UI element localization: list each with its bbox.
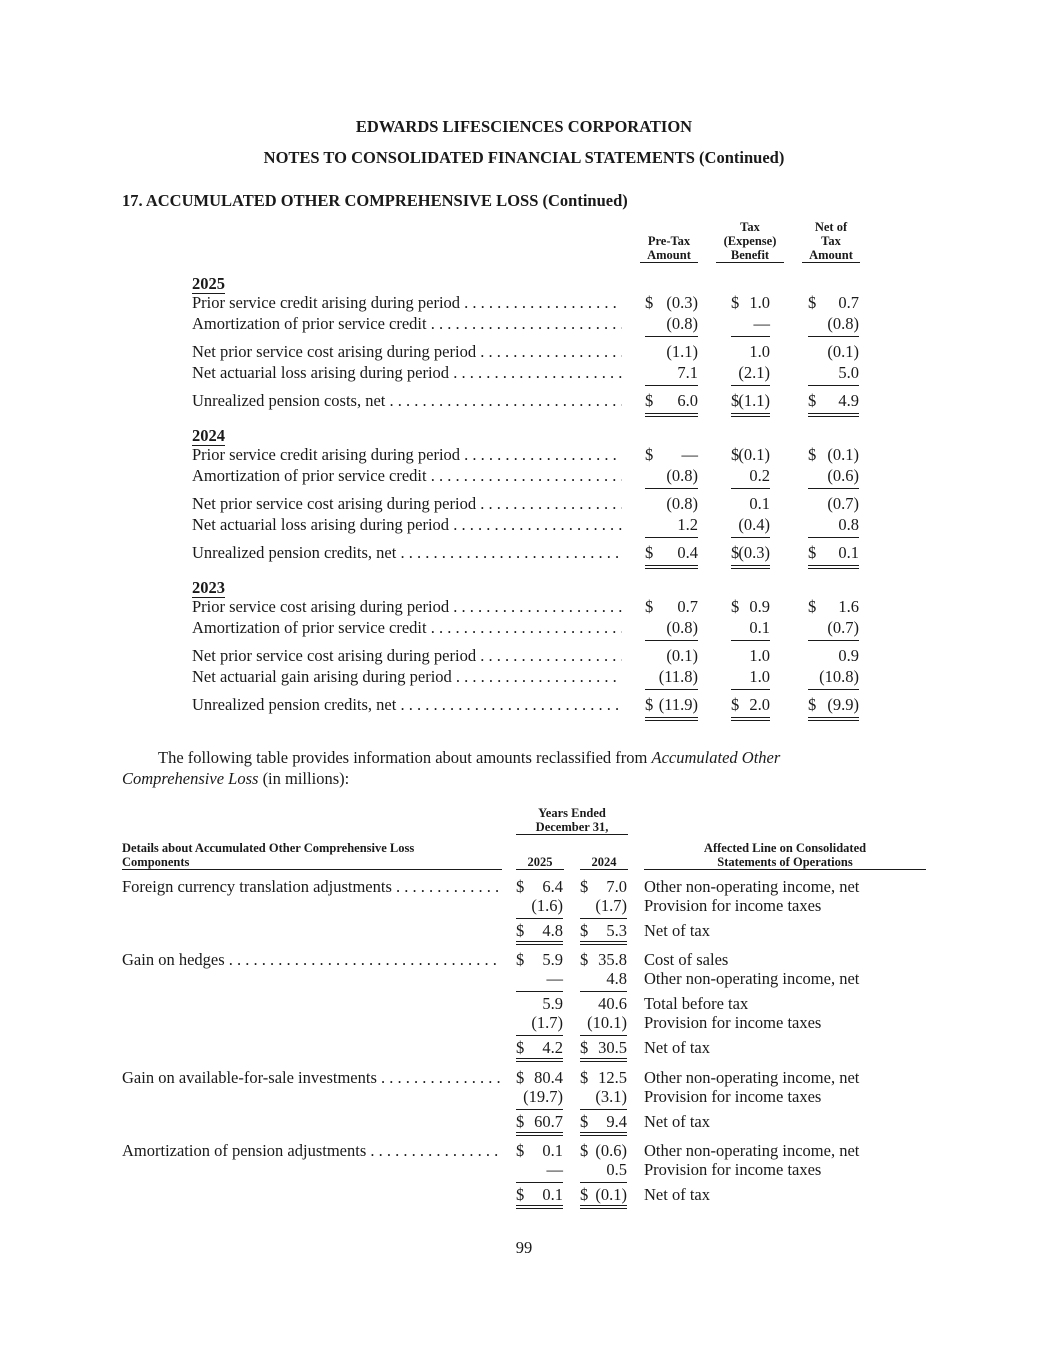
underline bbox=[808, 336, 859, 337]
cell-value: (3.1) bbox=[595, 1086, 627, 1106]
affected-line: Provision for income taxes bbox=[644, 1086, 822, 1106]
cell-value: (0.7) bbox=[827, 494, 859, 513]
underline bbox=[516, 918, 563, 919]
dollar-sign: $ bbox=[516, 877, 525, 896]
value-net bbox=[808, 494, 859, 514]
affected-line: Other non-operating income, net bbox=[644, 1068, 860, 1087]
dollar-sign: $ bbox=[808, 543, 817, 562]
row-label: Prior service credit arising during period . . . bbox=[192, 445, 622, 465]
value-tax bbox=[731, 667, 770, 687]
value-net bbox=[808, 646, 859, 666]
affected-line: Provision for income taxes bbox=[644, 1159, 822, 1179]
double-underline bbox=[645, 717, 698, 721]
dollar-sign: $ bbox=[645, 391, 654, 410]
double-underline bbox=[516, 1132, 563, 1136]
value-2025 bbox=[516, 921, 563, 941]
value-2025 bbox=[516, 896, 563, 916]
row-label: Amortization of prior service credit . . . bbox=[192, 314, 622, 334]
col-header-net: Net of Tax Amount bbox=[802, 220, 860, 263]
cell-value: 5.9 bbox=[542, 994, 563, 1013]
affected-line: Net of tax bbox=[644, 921, 710, 940]
value-2025 bbox=[516, 969, 563, 989]
cell-value: (1.6) bbox=[531, 895, 563, 915]
dollar-sign: $ bbox=[808, 597, 817, 616]
value-2025 bbox=[516, 1068, 563, 1088]
cell-value: (0.8) bbox=[827, 314, 859, 333]
value-tax bbox=[731, 314, 770, 334]
value-tax bbox=[731, 342, 770, 362]
cell-value: (10.1) bbox=[587, 1012, 627, 1032]
underline bbox=[645, 640, 698, 641]
row-label: Unrealized pension credits, net . . . bbox=[192, 543, 622, 563]
cell-value: 1.2 bbox=[677, 515, 698, 534]
value-2024 bbox=[580, 877, 627, 897]
row-label: Net prior service cost arising during period . . . bbox=[192, 646, 622, 666]
row-label: Net actuarial loss arising during period . . . bbox=[192, 515, 622, 535]
underline bbox=[516, 991, 563, 992]
value-pretax bbox=[645, 597, 698, 617]
row-label: Prior service cost arising during period . . . bbox=[192, 597, 622, 617]
double-underline bbox=[580, 941, 627, 945]
intro-paragraph: The following table provides information about amounts reclassified from Accumulated Other Comprehensive Loss (in millions): bbox=[122, 748, 781, 788]
year-heading: 2024 bbox=[192, 426, 225, 445]
cell-value: (1.1) bbox=[738, 391, 770, 410]
underline bbox=[731, 537, 770, 538]
cell-value: (0.8) bbox=[666, 314, 698, 333]
value-tax bbox=[731, 515, 770, 535]
component-label: Amortization of pension adjustments . . . bbox=[122, 1141, 500, 1160]
double-underline bbox=[580, 1132, 627, 1136]
cell-value: (0.8) bbox=[666, 466, 698, 485]
value-tax bbox=[731, 466, 770, 486]
value-2025 bbox=[516, 877, 563, 897]
cell-value: (0.1) bbox=[827, 445, 859, 464]
value-net bbox=[808, 618, 859, 638]
dollar-sign: $ bbox=[808, 391, 817, 410]
cell-value: 0.9 bbox=[838, 646, 859, 665]
dollar-sign: $ bbox=[516, 1112, 525, 1131]
double-underline bbox=[808, 413, 859, 417]
affected-line: Other non-operating income, net bbox=[644, 877, 860, 896]
cell-value: 0.1 bbox=[749, 618, 770, 637]
double-underline bbox=[645, 565, 698, 569]
cell-value: 1.0 bbox=[749, 342, 770, 361]
dollar-sign: $ bbox=[645, 543, 654, 562]
cell-value: — bbox=[681, 445, 698, 464]
value-2024 bbox=[580, 1068, 627, 1088]
cell-value: (0.3) bbox=[666, 293, 698, 312]
dollar-sign: $ bbox=[731, 391, 740, 410]
value-2025 bbox=[516, 1185, 563, 1205]
value-2025 bbox=[516, 994, 563, 1014]
underline bbox=[731, 640, 770, 641]
value-2024 bbox=[580, 1087, 627, 1107]
cell-value: 5.0 bbox=[838, 363, 859, 382]
cell-value: — bbox=[546, 1159, 563, 1179]
dollar-sign: $ bbox=[580, 877, 589, 896]
underline bbox=[645, 385, 698, 386]
cell-value: (0.1) bbox=[827, 342, 859, 361]
dollar-sign: $ bbox=[516, 921, 525, 940]
underline bbox=[580, 1035, 627, 1036]
double-underline bbox=[731, 413, 770, 417]
dollar-sign: $ bbox=[645, 445, 654, 464]
cell-value: (11.8) bbox=[658, 667, 698, 686]
cell-value: 35.8 bbox=[598, 950, 627, 969]
value-net bbox=[808, 363, 859, 383]
dollar-sign: $ bbox=[580, 1068, 589, 1087]
notes-title: NOTES TO CONSOLIDATED FINANCIAL STATEMENTS (Continued) bbox=[263, 148, 785, 167]
cell-value: 9.4 bbox=[606, 1112, 627, 1131]
cell-value: 6.0 bbox=[677, 391, 698, 410]
dollar-sign: $ bbox=[516, 1068, 525, 1087]
dollar-sign: $ bbox=[645, 293, 654, 312]
affected-line: Other non-operating income, net bbox=[644, 968, 860, 988]
double-underline bbox=[580, 1205, 627, 1209]
row-label: Net actuarial gain arising during period . . . bbox=[192, 667, 622, 687]
cell-value: 1.6 bbox=[838, 597, 859, 616]
cell-value: 4.8 bbox=[542, 921, 563, 940]
value-pretax bbox=[645, 314, 698, 334]
underline bbox=[580, 1182, 627, 1183]
underline bbox=[580, 1109, 627, 1110]
value-2025 bbox=[516, 1160, 563, 1180]
cell-value: 6.4 bbox=[542, 877, 563, 896]
dollar-sign: $ bbox=[645, 597, 654, 616]
value-pretax bbox=[645, 494, 698, 514]
dollar-sign: $ bbox=[580, 1185, 589, 1204]
value-tax bbox=[731, 695, 770, 715]
value-pretax bbox=[645, 466, 698, 486]
component-label: Gain on available-for-sale investments . . . bbox=[122, 1068, 500, 1087]
cell-value: 1.0 bbox=[749, 646, 770, 665]
affected-line: Other non-operating income, net bbox=[644, 1141, 860, 1160]
dollar-sign: $ bbox=[580, 921, 589, 940]
value-2024 bbox=[580, 1013, 627, 1033]
row-label: Unrealized pension costs, net . . . bbox=[192, 391, 622, 411]
value-2024 bbox=[580, 1185, 627, 1205]
value-pretax bbox=[645, 543, 698, 563]
dollar-sign: $ bbox=[808, 293, 817, 312]
cell-value: 7.0 bbox=[606, 877, 627, 896]
value-2025 bbox=[516, 1141, 563, 1161]
underline bbox=[731, 385, 770, 386]
value-2025 bbox=[516, 1013, 563, 1033]
value-2025 bbox=[516, 950, 563, 970]
col-header-2024: 2024 bbox=[580, 855, 628, 870]
col-header-pretax: Pre-Tax Amount bbox=[640, 234, 698, 263]
value-tax bbox=[731, 363, 770, 383]
cell-value: (9.9) bbox=[827, 695, 859, 714]
value-tax bbox=[731, 646, 770, 666]
value-tax bbox=[731, 543, 770, 563]
dollar-sign: $ bbox=[516, 1185, 525, 1204]
dollar-sign: $ bbox=[731, 445, 740, 464]
double-underline bbox=[516, 1205, 563, 1209]
affected-line: Net of tax bbox=[644, 1185, 710, 1204]
value-net bbox=[808, 445, 859, 465]
value-net bbox=[808, 597, 859, 617]
value-pretax bbox=[645, 342, 698, 362]
cell-value: (19.7) bbox=[523, 1086, 563, 1106]
double-underline bbox=[808, 565, 859, 569]
affected-line: Provision for income taxes bbox=[644, 1012, 822, 1032]
cell-value: 4.2 bbox=[542, 1038, 563, 1057]
value-net bbox=[808, 667, 859, 687]
value-2024 bbox=[580, 994, 627, 1014]
value-2024 bbox=[580, 1141, 627, 1161]
affected-line: Cost of sales bbox=[644, 950, 729, 969]
dollar-sign: $ bbox=[731, 597, 740, 616]
cell-value: 30.5 bbox=[598, 1038, 627, 1057]
underline bbox=[808, 537, 859, 538]
row-label: Net prior service cost arising during period . . . bbox=[192, 342, 622, 362]
value-net bbox=[808, 695, 859, 715]
double-underline bbox=[516, 1058, 563, 1062]
value-2025 bbox=[516, 1112, 563, 1132]
value-net bbox=[808, 314, 859, 334]
cell-value: 0.1 bbox=[542, 1141, 563, 1160]
dollar-sign: $ bbox=[580, 1112, 589, 1131]
underline bbox=[645, 336, 698, 337]
col-header-tax: Tax (Expense) Benefit bbox=[716, 220, 784, 263]
cell-value: — bbox=[753, 314, 770, 333]
underline bbox=[645, 488, 698, 489]
value-2024 bbox=[580, 921, 627, 941]
cell-value: 0.1 bbox=[542, 1185, 563, 1204]
underline bbox=[645, 537, 698, 538]
cell-value: 80.4 bbox=[534, 1068, 563, 1087]
underline bbox=[731, 488, 770, 489]
cell-value: 0.4 bbox=[677, 543, 698, 562]
year-heading: 2025 bbox=[192, 274, 225, 293]
cell-value: (0.1) bbox=[666, 646, 698, 665]
value-net bbox=[808, 466, 859, 486]
row-label: Prior service credit arising during period . . . bbox=[192, 293, 622, 313]
cell-value: (0.4) bbox=[738, 515, 770, 534]
cell-value: 0.7 bbox=[677, 597, 698, 616]
cell-value: 5.9 bbox=[542, 950, 563, 969]
dollar-sign: $ bbox=[731, 293, 740, 312]
cell-value: 0.1 bbox=[749, 494, 770, 513]
dollar-sign: $ bbox=[580, 950, 589, 969]
value-2024 bbox=[580, 950, 627, 970]
cell-value: — bbox=[546, 968, 563, 988]
cell-value: 1.0 bbox=[749, 667, 770, 686]
page-number: 99 bbox=[515, 1238, 533, 1257]
value-tax bbox=[731, 445, 770, 465]
dollar-sign: $ bbox=[516, 950, 525, 969]
cell-value: (10.8) bbox=[819, 667, 859, 686]
double-underline bbox=[808, 717, 859, 721]
double-underline bbox=[731, 717, 770, 721]
cell-value: 7.1 bbox=[677, 363, 698, 382]
value-pretax bbox=[645, 618, 698, 638]
cell-value: 12.5 bbox=[598, 1068, 627, 1087]
affected-line: Provision for income taxes bbox=[644, 895, 822, 915]
cell-value: (1.7) bbox=[531, 1012, 563, 1032]
cell-value: (1.1) bbox=[666, 342, 698, 361]
value-2025 bbox=[516, 1087, 563, 1107]
dollar-sign: $ bbox=[580, 1141, 589, 1160]
value-pretax bbox=[645, 391, 698, 411]
value-tax bbox=[731, 618, 770, 638]
details-header: Details about Accumulated Other Comprehensive Loss Components bbox=[122, 841, 502, 870]
cell-value: (0.8) bbox=[666, 494, 698, 513]
value-pretax bbox=[645, 667, 698, 687]
underline bbox=[808, 689, 859, 690]
affected-line-header: Affected Line on Consolidated Statements of Operations bbox=[644, 841, 926, 870]
row-label: Amortization of prior service credit . . . bbox=[192, 618, 622, 638]
dollar-sign: $ bbox=[808, 445, 817, 464]
row-label: Net actuarial loss arising during period . . . bbox=[192, 363, 622, 383]
value-2025 bbox=[516, 1038, 563, 1058]
affected-line: Net of tax bbox=[644, 1112, 710, 1131]
double-underline bbox=[516, 941, 563, 945]
component-label: Foreign currency translation adjustments . . . bbox=[122, 877, 500, 896]
affected-line: Net of tax bbox=[644, 1038, 710, 1057]
cell-value: 40.6 bbox=[598, 994, 627, 1013]
cell-value: 0.1 bbox=[838, 543, 859, 562]
cell-value: 5.3 bbox=[606, 921, 627, 940]
cell-value: 4.8 bbox=[606, 968, 627, 988]
dollar-sign: $ bbox=[516, 1038, 525, 1057]
dollar-sign: $ bbox=[731, 543, 740, 562]
underline bbox=[580, 918, 627, 919]
dollar-sign: $ bbox=[516, 1141, 525, 1160]
value-pretax bbox=[645, 515, 698, 535]
underline bbox=[808, 640, 859, 641]
underline bbox=[731, 336, 770, 337]
years-ended-header: Years Ended December 31, bbox=[516, 806, 628, 835]
cell-value: 60.7 bbox=[534, 1112, 563, 1131]
year-heading: 2023 bbox=[192, 578, 225, 597]
cell-value: 0.8 bbox=[838, 515, 859, 534]
cell-value: (0.7) bbox=[827, 618, 859, 637]
dollar-sign: $ bbox=[645, 695, 654, 714]
value-2024 bbox=[580, 969, 627, 989]
row-label: Net prior service cost arising during period . . . bbox=[192, 494, 622, 514]
value-2024 bbox=[580, 1160, 627, 1180]
component-label: Gain on hedges . . . bbox=[122, 950, 500, 969]
value-pretax bbox=[645, 445, 698, 465]
cell-value: 2.0 bbox=[749, 695, 770, 714]
underline bbox=[580, 991, 627, 992]
value-net bbox=[808, 515, 859, 535]
cell-value: (11.9) bbox=[658, 695, 698, 714]
row-label: Amortization of prior service credit . . . bbox=[192, 466, 622, 486]
col-header-2025: 2025 bbox=[516, 855, 564, 870]
value-tax bbox=[731, 597, 770, 617]
underline bbox=[516, 1182, 563, 1183]
value-2024 bbox=[580, 1038, 627, 1058]
underline bbox=[516, 1109, 563, 1110]
company-name: EDWARDS LIFESCIENCES CORPORATION bbox=[355, 117, 693, 136]
value-pretax bbox=[645, 363, 698, 383]
value-net bbox=[808, 293, 859, 313]
cell-value: 0.7 bbox=[838, 293, 859, 312]
cell-value: 0.2 bbox=[749, 466, 770, 485]
cell-value: (0.6) bbox=[595, 1141, 627, 1160]
cell-value: (1.7) bbox=[595, 895, 627, 915]
value-tax bbox=[731, 494, 770, 514]
value-pretax bbox=[645, 695, 698, 715]
underline bbox=[808, 385, 859, 386]
cell-value: (0.8) bbox=[666, 618, 698, 637]
value-2024 bbox=[580, 896, 627, 916]
double-underline bbox=[731, 565, 770, 569]
cell-value: 1.0 bbox=[749, 293, 770, 312]
dollar-sign: $ bbox=[731, 695, 740, 714]
cell-value: (0.1) bbox=[595, 1185, 627, 1204]
value-net bbox=[808, 391, 859, 411]
cell-value: (0.3) bbox=[738, 543, 770, 562]
cell-value: 0.5 bbox=[606, 1159, 627, 1179]
section-title: 17. ACCUMULATED OTHER COMPREHENSIVE LOSS (Continued) bbox=[122, 191, 628, 210]
cell-value: (0.6) bbox=[827, 466, 859, 485]
value-2024 bbox=[580, 1112, 627, 1132]
affected-line: Total before tax bbox=[644, 994, 749, 1013]
underline bbox=[731, 689, 770, 690]
underline bbox=[808, 488, 859, 489]
cell-value: 4.9 bbox=[838, 391, 859, 410]
value-net bbox=[808, 342, 859, 362]
dollar-sign: $ bbox=[580, 1038, 589, 1057]
value-tax bbox=[731, 391, 770, 411]
cell-value: (2.1) bbox=[738, 363, 770, 382]
double-underline bbox=[645, 413, 698, 417]
cell-value: (0.1) bbox=[738, 445, 770, 464]
value-pretax bbox=[645, 646, 698, 666]
value-pretax bbox=[645, 293, 698, 313]
cell-value: 0.9 bbox=[749, 597, 770, 616]
row-label: Unrealized pension credits, net . . . bbox=[192, 695, 622, 715]
dollar-sign: $ bbox=[808, 695, 817, 714]
underline bbox=[516, 1035, 563, 1036]
value-tax bbox=[731, 293, 770, 313]
underline bbox=[645, 689, 698, 690]
aocl-italic: Accumulated Other Comprehensive Loss bbox=[122, 748, 781, 788]
double-underline bbox=[580, 1058, 627, 1062]
value-net bbox=[808, 543, 859, 563]
